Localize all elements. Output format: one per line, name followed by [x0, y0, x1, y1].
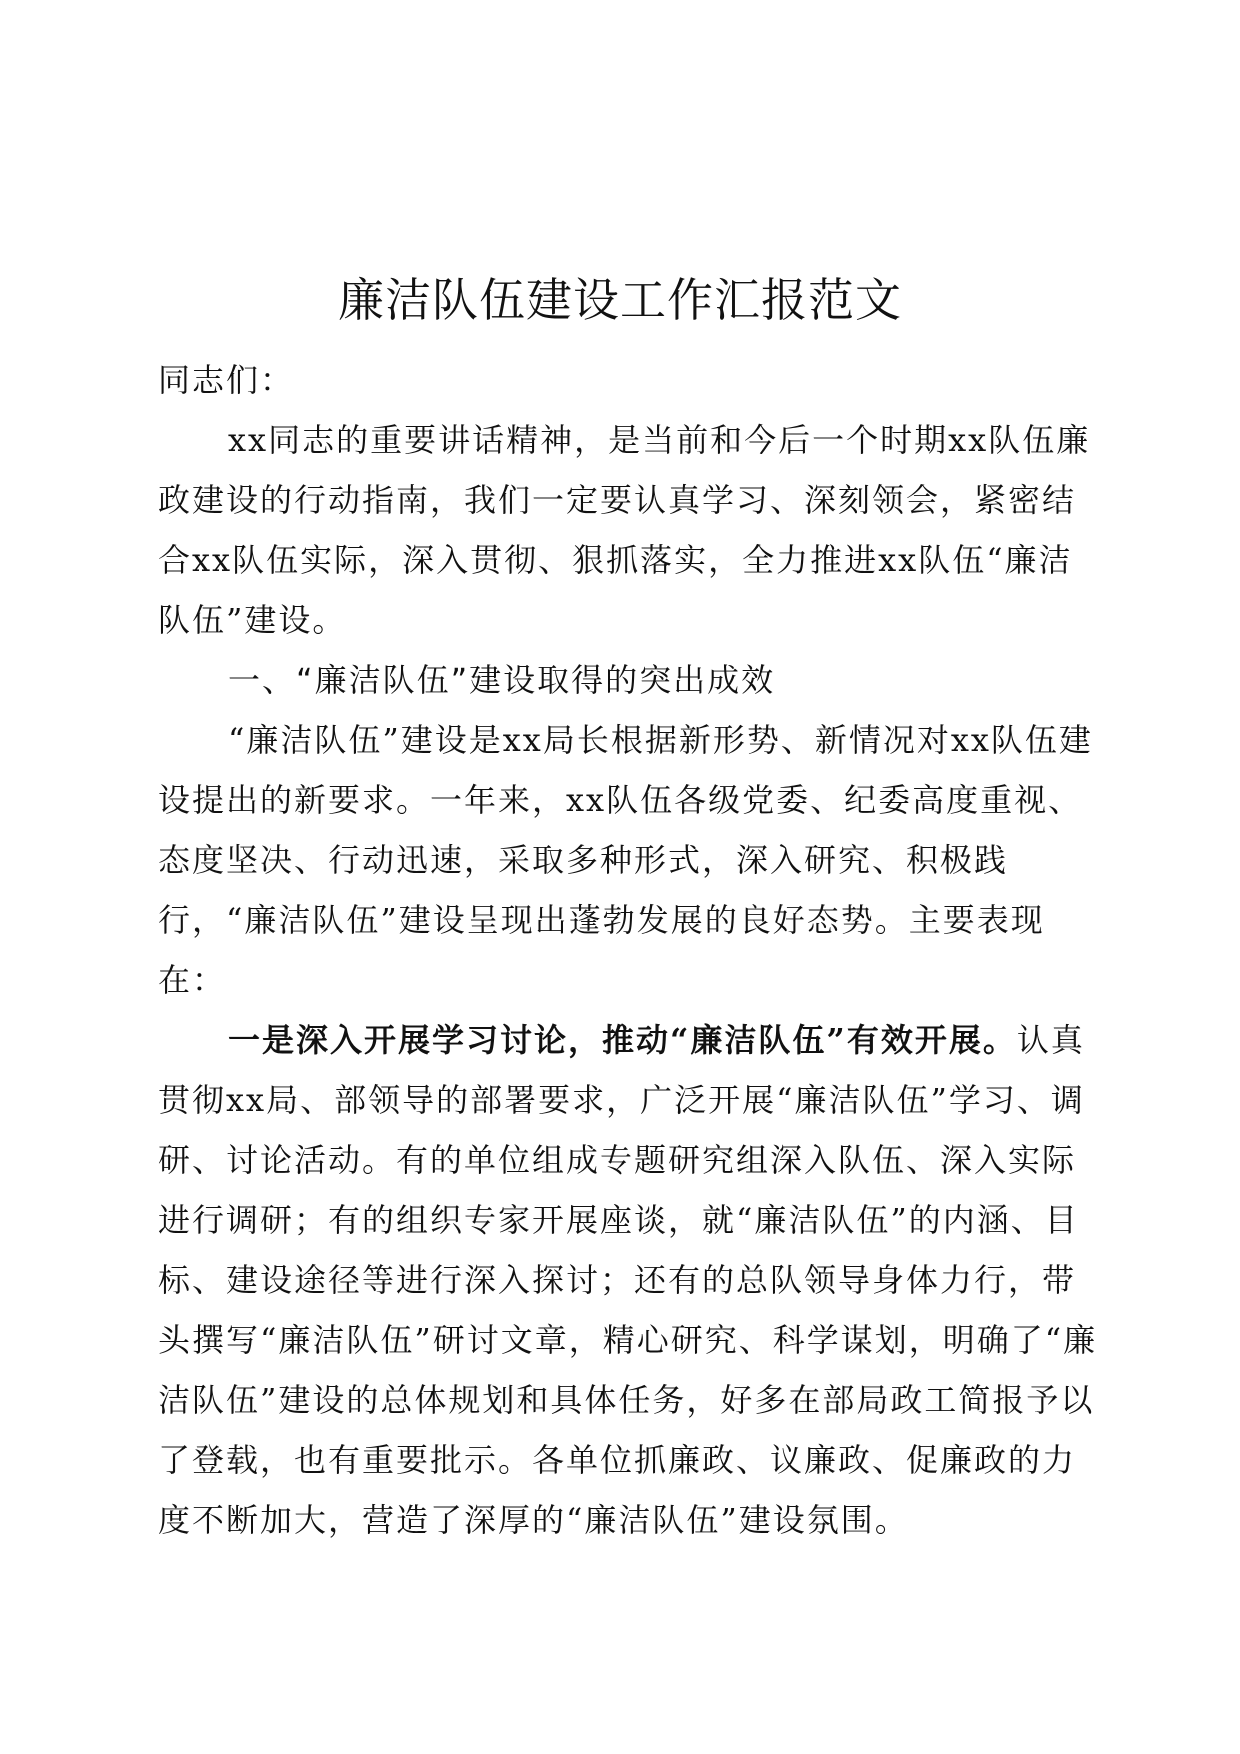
point-paragraph	[158, 1010, 1098, 1550]
point-lead: 一是深入开展学习讨论，推动“廉洁队伍”有效开展。	[228, 1021, 1017, 1059]
intro-paragraph: xx同志的重要讲话精神，是当前和今后一个时期xx队伍廉政建设的行动指南，我们一定要认真学习、深刻领会，紧密结合xx队伍实际，深入贯彻、狠抓落实，全力推进xx队伍“廉洁队伍”建设。	[158, 421, 1091, 639]
section-paragraph: “廉洁队伍”建设是xx局长根据新形势、新情况对xx队伍建设提出的新要求。一年来，xx队伍各级党委、纪委高度重视、态度坚决、行动迅速，采取多种形式，深入研究、积极践行，“廉洁队伍”建设呈现出蓬勃发展的良好态势。主要表现在：	[158, 721, 1093, 999]
section-heading: 一、“廉洁队伍”建设取得的突出成效	[228, 661, 776, 699]
document-title: 廉洁队伍建设工作汇报范文	[338, 273, 902, 327]
salutation: 同志们：	[158, 361, 295, 399]
document-body	[158, 350, 1098, 1550]
point-body: 认真贯彻xx局、部领导的部署要求，广泛开展“廉洁队伍”学习、调研、讨论活动。有的单位组成专题研究组深入队伍、深入实际进行调研；有的组织专家开展座谈，就“廉洁队伍”的内涵、目标、建设途径等进行深入探讨；还有的总队领导身体力行，带头撰写“廉洁队伍”研讨文章，精心研究、科学谋划，明确了“廉洁队伍”建设的总体规划和具体任务，好多在部局政工简报予以了登载，也有重要批示。各单位抓廉政、议廉政、促廉政的力度不断加大，营造了深厚的“廉洁队伍”建设氛围。	[158, 1021, 1098, 1539]
